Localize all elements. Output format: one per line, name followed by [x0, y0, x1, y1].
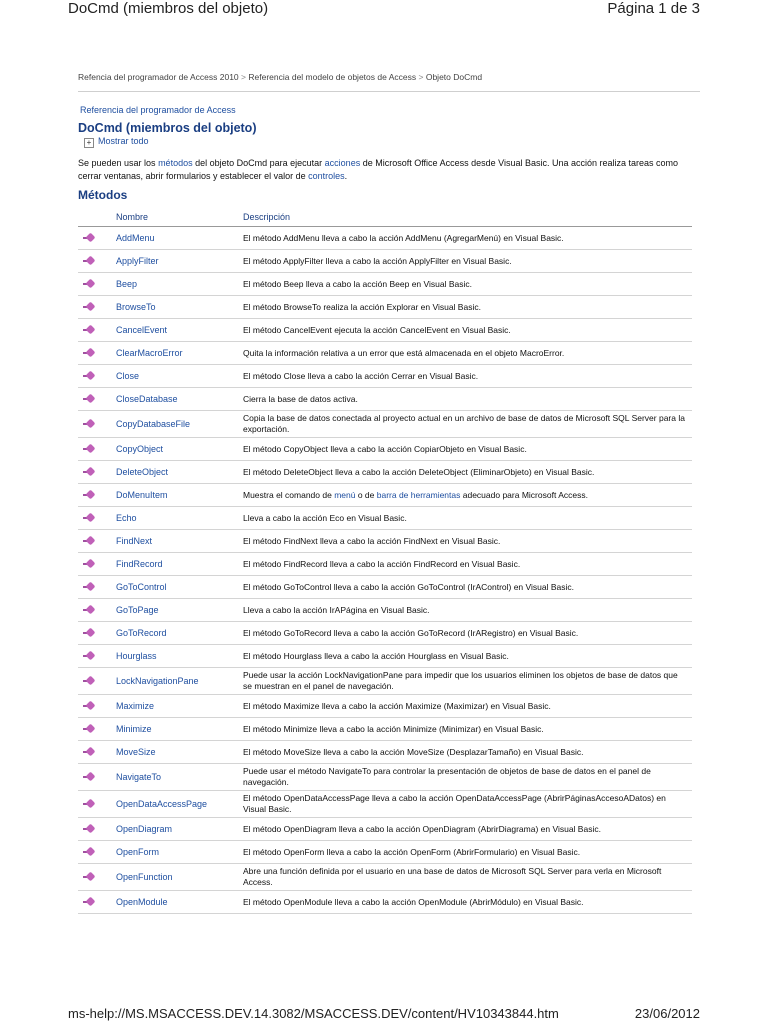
- method-description: El método OpenForm lleva a cabo la acción OpenForm (AbrirFormulario) en Visual Basic.: [243, 841, 692, 864]
- method-icon: [82, 490, 96, 500]
- print-footer: [68, 1006, 700, 1024]
- intro-text: .: [344, 171, 348, 181]
- method-description: Abre una función definida por el usuario en una base de datos de Microsoft SQL Server para verla en Microsoft Access.: [243, 864, 692, 891]
- table-row: [78, 645, 692, 668]
- method-description: Puede usar la acción LockNavigationPane para impedir que los usuarios eliminen los objetos de base de datos que se muestran en el panel de navegación.: [243, 668, 692, 695]
- method-description: El método BrowseTo realiza la acción Explorar en Visual Basic.: [243, 296, 692, 319]
- method-icon-cell: [78, 645, 116, 668]
- method-icon-cell: [78, 695, 116, 718]
- table-row: [78, 695, 692, 718]
- method-icon: [82, 799, 96, 809]
- reference-link[interactable]: Referencia del programador de Access: [80, 105, 236, 115]
- method-description: El método GoToRecord lleva a cabo la acción GoToRecord (IrARegistro) en Visual Basic.: [243, 622, 692, 645]
- method-name-link[interactable]: OpenFunction: [116, 864, 243, 891]
- method-icon: [82, 467, 96, 477]
- method-description: El método OpenDataAccessPage lleva a cabo la acción OpenDataAccessPage (AbrirPáginasAccesoADatos) en Visual Basic.: [243, 791, 692, 818]
- table-row: [78, 818, 692, 841]
- method-icon-cell: [78, 273, 116, 296]
- method-name-link[interactable]: CloseDatabase: [116, 388, 243, 411]
- table-row: [78, 553, 692, 576]
- method-icon: [82, 394, 96, 404]
- method-description: El método AddMenu lleva a cabo la acción AddMenu (AgregarMenú) en Visual Basic.: [243, 227, 692, 250]
- method-description: El método Minimize lleva a cabo la acción Minimize (Minimizar) en Visual Basic.: [243, 718, 692, 741]
- table-row: [78, 841, 692, 864]
- section-title-methods: Métodos: [78, 188, 128, 202]
- method-icon-cell: [78, 622, 116, 645]
- controls-link[interactable]: controles: [308, 171, 345, 181]
- method-name-link[interactable]: MoveSize: [116, 741, 243, 764]
- method-description: El método OpenModule lleva a cabo la acción OpenModule (AbrirMódulo) en Visual Basic.: [243, 891, 692, 914]
- table-row: [78, 864, 692, 891]
- method-icon: [82, 772, 96, 782]
- method-description: Puede usar el método NavigateTo para controlar la presentación de objetos de base de datos en el panel de navegación.: [243, 764, 692, 791]
- method-icon: [82, 605, 96, 615]
- method-icon-cell: [78, 365, 116, 388]
- expand-plus-icon[interactable]: +: [84, 138, 94, 148]
- method-name-link[interactable]: DoMenuItem: [116, 484, 243, 507]
- method-name-link[interactable]: GoToPage: [116, 599, 243, 622]
- method-name-link[interactable]: GoToRecord: [116, 622, 243, 645]
- method-name-link[interactable]: ClearMacroError: [116, 342, 243, 365]
- method-icon-cell: [78, 818, 116, 841]
- method-icon-cell: [78, 599, 116, 622]
- print-footer-date: 23/06/2012: [634, 1006, 700, 1021]
- intro-text: del objeto DoCmd para ejecutar: [192, 158, 325, 168]
- method-icon-cell: [78, 319, 116, 342]
- method-description: [243, 484, 692, 507]
- method-icon: [82, 256, 96, 266]
- method-icon: [82, 325, 96, 335]
- table-row: [78, 227, 692, 250]
- method-name-link[interactable]: CopyDatabaseFile: [116, 411, 243, 438]
- method-icon-cell: [78, 411, 116, 438]
- method-icon: [82, 444, 96, 454]
- method-icon-cell: [78, 718, 116, 741]
- table-row: [78, 438, 692, 461]
- print-footer-url: ms-help://MS.MSACCESS.DEV.14.3082/MSACCESS.DEV/content/HV10343844.htm: [68, 1006, 559, 1021]
- toolbar-link[interactable]: barra de herramientas: [376, 489, 461, 500]
- method-icon: [82, 651, 96, 661]
- method-description: Quita la información relativa a un error que está almacenada en el objeto MacroError.: [243, 342, 692, 365]
- method-description: El método Beep lleva a cabo la acción Beep en Visual Basic.: [243, 273, 692, 296]
- actions-link[interactable]: acciones: [324, 158, 361, 168]
- method-icon-cell: [78, 841, 116, 864]
- method-description: Copia la base de datos conectada al proyecto actual en un archivo de base de datos de Microsoft SQL Server para la exportación.: [243, 411, 692, 438]
- method-description: Lleva a cabo la acción IrAPágina en Visual Basic.: [243, 599, 692, 622]
- table-row: [78, 599, 692, 622]
- method-icon-cell: [78, 764, 116, 791]
- table-row: [78, 250, 692, 273]
- method-icon-cell: [78, 891, 116, 914]
- show-all-toggle[interactable]: [84, 136, 149, 148]
- method-name-link[interactable]: Hourglass: [116, 645, 243, 668]
- table-row: [78, 388, 692, 411]
- method-icon: [82, 847, 96, 857]
- table-row: [78, 507, 692, 530]
- method-description: El método ApplyFilter lleva a cabo la acción ApplyFilter en Visual Basic.: [243, 250, 692, 273]
- method-name-link[interactable]: BrowseTo: [116, 296, 243, 319]
- table-row: [78, 296, 692, 319]
- method-icon: [82, 897, 96, 907]
- table-row: [78, 791, 692, 818]
- method-description: El método DeleteObject lleva a cabo la acción DeleteObject (EliminarObjeto) en Visual Basic.: [243, 461, 692, 484]
- method-icon: [82, 872, 96, 882]
- description-text: o de: [355, 489, 377, 500]
- method-icon: [82, 513, 96, 523]
- breadcrumb-item: Objeto DoCmd: [425, 72, 483, 82]
- methods-link[interactable]: métodos: [158, 158, 193, 168]
- method-description: El método FindRecord lleva a cabo la acción FindRecord en Visual Basic.: [243, 553, 692, 576]
- method-name-link[interactable]: FindNext: [116, 530, 243, 553]
- method-icon: [82, 348, 96, 358]
- method-icon-cell: [78, 342, 116, 365]
- method-icon-cell: [78, 553, 116, 576]
- method-icon: [82, 724, 96, 734]
- method-name-link[interactable]: CopyObject: [116, 438, 243, 461]
- method-icon: [82, 279, 96, 289]
- method-icon-cell: [78, 864, 116, 891]
- method-icon-cell: [78, 741, 116, 764]
- method-icon-cell: [78, 530, 116, 553]
- method-icon: [82, 628, 96, 638]
- description-column-header: Descripción: [243, 208, 692, 227]
- method-name-link[interactable]: Close: [116, 365, 243, 388]
- method-description: El método CancelEvent ejecuta la acción CancelEvent en Visual Basic.: [243, 319, 692, 342]
- table-row: [78, 891, 692, 914]
- print-header-title: DoCmd (miembros del objeto): [68, 0, 269, 17]
- method-icon-cell: [78, 668, 116, 695]
- method-icon: [82, 419, 96, 429]
- method-description: Cierra la base de datos activa.: [243, 388, 692, 411]
- method-icon-cell: [78, 438, 116, 461]
- method-icon-cell: [78, 250, 116, 273]
- method-icon-cell: [78, 507, 116, 530]
- breadcrumb-item[interactable]: Refencia del programador de Access 2010: [78, 72, 239, 82]
- method-name-link[interactable]: NavigateTo: [116, 764, 243, 791]
- method-name-link[interactable]: OpenDiagram: [116, 818, 243, 841]
- method-name-link[interactable]: AddMenu: [116, 227, 243, 250]
- method-icon-cell: [78, 388, 116, 411]
- method-icon: [82, 371, 96, 381]
- table-row: [78, 342, 692, 365]
- method-description: El método Close lleva a cabo la acción Cerrar en Visual Basic.: [243, 365, 692, 388]
- method-icon: [82, 582, 96, 592]
- table-row: [78, 461, 692, 484]
- method-name-link[interactable]: Echo: [116, 507, 243, 530]
- method-name-link[interactable]: OpenForm: [116, 841, 243, 864]
- method-icon-cell: [78, 227, 116, 250]
- breadcrumb-separator: >: [241, 72, 246, 82]
- description-text: adecuado para Microsoft Access.: [460, 489, 588, 500]
- table-row: [78, 273, 692, 296]
- method-name-link[interactable]: ApplyFilter: [116, 250, 243, 273]
- table-row: [78, 484, 692, 507]
- method-icon: [82, 302, 96, 312]
- table-row: [78, 622, 692, 645]
- table-row: [78, 365, 692, 388]
- show-all-label[interactable]: Mostrar todo: [98, 136, 149, 146]
- table-row: [78, 718, 692, 741]
- method-name-link[interactable]: Minimize: [116, 718, 243, 741]
- method-name-link[interactable]: DeleteObject: [116, 461, 243, 484]
- methods-table: [78, 208, 692, 914]
- method-name-link[interactable]: GoToControl: [116, 576, 243, 599]
- method-icon-cell: [78, 791, 116, 818]
- menu-link[interactable]: menú: [334, 489, 356, 500]
- method-icon: [82, 701, 96, 711]
- method-name-link[interactable]: LockNavigationPane: [116, 668, 243, 695]
- method-description: El método MoveSize lleva a cabo la acción MoveSize (DesplazarTamaño) en Visual Basic.: [243, 741, 692, 764]
- icon-column-header: [78, 208, 116, 227]
- intro-text: de Microsoft Office Access desde Visual Basic. Una acción realiza tareas como cerrar ventanas, abrir formularios y establecer el valor de: [78, 158, 679, 181]
- method-description: El método OpenDiagram lleva a cabo la acción OpenDiagram (AbrirDiagrama) en Visual Basic.: [243, 818, 692, 841]
- table-row: [78, 668, 692, 695]
- method-icon: [82, 536, 96, 546]
- table-row: [78, 530, 692, 553]
- method-icon: [82, 824, 96, 834]
- method-icon: [82, 559, 96, 569]
- breadcrumb-item[interactable]: Referencia del modelo de objetos de Access: [248, 72, 417, 82]
- method-description: El método Maximize lleva a cabo la acción Maximize (Maximizar) en Visual Basic.: [243, 695, 692, 718]
- method-name-link[interactable]: CancelEvent: [116, 319, 243, 342]
- page-title: DoCmd (miembros del objeto): [78, 121, 257, 135]
- method-icon-cell: [78, 461, 116, 484]
- table-row: [78, 576, 692, 599]
- intro-text: Se pueden usar los: [78, 158, 159, 168]
- name-column-header: Nombre: [116, 208, 243, 227]
- method-description: El método CopyObject lleva a cabo la acción CopiarObjeto en Visual Basic.: [243, 438, 692, 461]
- table-row: [78, 319, 692, 342]
- method-description: El método FindNext lleva a cabo la acción FindNext en Visual Basic.: [243, 530, 692, 553]
- method-name-link[interactable]: OpenModule: [116, 891, 243, 914]
- breadcrumb-separator: >: [418, 72, 424, 82]
- method-icon-cell: [78, 576, 116, 599]
- method-icon-cell: [78, 484, 116, 507]
- method-description: Lleva a cabo la acción Eco en Visual Basic.: [243, 507, 692, 530]
- intro-paragraph: [78, 157, 700, 183]
- method-name-link[interactable]: Beep: [116, 273, 243, 296]
- print-header-page: Página 1 de 3: [607, 0, 700, 17]
- method-icon: [82, 233, 96, 243]
- method-icon: [82, 747, 96, 757]
- table-row: [78, 764, 692, 791]
- method-name-link[interactable]: OpenDataAccessPage: [116, 791, 243, 818]
- print-header: [68, 0, 700, 22]
- description-text: Muestra el comando de: [243, 489, 335, 500]
- method-icon-cell: [78, 296, 116, 319]
- method-description: El método Hourglass lleva a cabo la acción Hourglass en Visual Basic.: [243, 645, 692, 668]
- table-row: [78, 411, 692, 438]
- breadcrumb: [78, 72, 700, 92]
- method-icon: [82, 676, 96, 686]
- method-name-link[interactable]: Maximize: [116, 695, 243, 718]
- methods-table-body: [78, 227, 692, 914]
- table-header-row: [78, 208, 692, 227]
- table-row: [78, 741, 692, 764]
- method-name-link[interactable]: FindRecord: [116, 553, 243, 576]
- method-description: El método GoToControl lleva a cabo la acción GoToControl (IrAControl) en Visual Basic.: [243, 576, 692, 599]
